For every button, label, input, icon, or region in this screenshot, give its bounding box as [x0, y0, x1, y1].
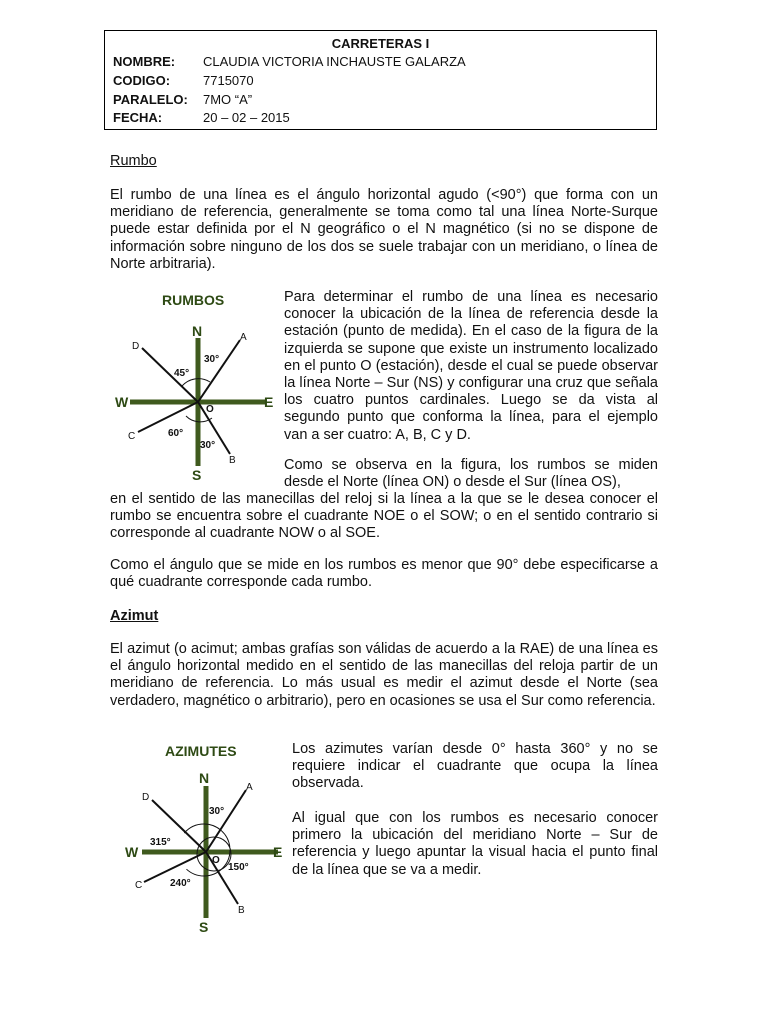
line-ob: [206, 852, 238, 904]
point-a-label: A: [246, 782, 253, 793]
course-title: CARRETERAS I: [331, 36, 430, 51]
west-label: W: [115, 394, 129, 410]
header-box: [104, 30, 657, 130]
west-label: W: [125, 844, 139, 860]
angle-a-label: 30°: [204, 354, 220, 365]
header-row-codigo: [113, 73, 254, 88]
point-a-label: A: [240, 332, 247, 343]
angle-d-label: 315°: [150, 837, 171, 848]
rumbo-paragraph-3-side: Como se observa en la figura, los rumbos se miden desde el Norte (línea ON) o desde el Sur (línea OS),: [284, 457, 658, 491]
rumbo-paragraph-3: en el sentido de las manecillas del reloj si la línea a la que se le desea conocer el rumbo se encuentra sobre el cuadrante NOE o el SOW; o en el sentido contrario si corresponde al cuadrante NOW o al SOE.: [110, 491, 658, 542]
line-oa: [206, 790, 246, 852]
east-label: E: [264, 394, 274, 410]
angle-d-label: 45°: [174, 368, 190, 379]
header-value: CLAUDIA VICTORIA INCHAUSTE GALARZA: [203, 54, 466, 69]
point-d-label: D: [132, 341, 140, 352]
rumbo-paragraph-4: Como el ángulo que se mide en los rumbos es menor que 90° debe especificarse a qué cuadrante corresponde cada rumbo.: [110, 557, 658, 591]
south-label: S: [199, 919, 209, 935]
origin-label: O: [212, 855, 220, 866]
rumbo-paragraph-2: Para determinar el rumbo de una línea es necesario conocer la ubicación de la línea de referencia desde la estación (punto de medida). En el caso de la figura de la izquierda se supone que existe un instrumento localizado en el punto O (estación), desde el cual se puede observar la línea Norte – Sur (NS) y configurar una cruz que señala los cuatro puntos cardinales. Luego se da vista al segundo punto que conforma la línea, para el ejemplo van a ser cuatro: A, B, C y D.: [284, 289, 658, 443]
east-label: E: [273, 844, 283, 860]
angle-b-label: 30°: [200, 440, 216, 451]
azimut-paragraph-3: Al igual que con los rumbos es necesario conocer primero la ubicación del meridiano Norte – Sur de referencia y luego apuntar la visual hacia el punto final de la línea que se va a medir.: [292, 810, 658, 878]
angle-a-label: 30°: [209, 806, 225, 817]
origin-label: O: [206, 404, 214, 415]
rumbos-figure: [112, 286, 277, 482]
point-c-label: C: [135, 880, 143, 891]
angle-b-label: 150°: [228, 862, 249, 873]
rumbo-paragraph-1: El rumbo de una línea es el ángulo horizontal agudo (<90°) que forma con un meridiano de referencia, generalmente se toma como tal una línea Norte-Surque puede estar definida por el N geográfico o el N magnético (si no se dispone de información sobre ninguno de los dos se suele trabajar con un meridiano, o línea de Norte arbitraria).: [110, 187, 658, 272]
header-row-fecha: [113, 110, 290, 125]
line-oa: [198, 340, 240, 402]
line-od: [142, 348, 198, 402]
north-label: N: [199, 770, 210, 786]
azimut-paragraph-1: El azimut (o acimut; ambas grafías son válidas de acuerdo a la RAE) de una línea es el ángulo horizontal medido en el sentido de las manecillas del reloja partir de un meridiano de referencia. Lo más usual es medir el azimut desde el Norte (sea verdadero, magnético o arbitrario), pero en ocasiones se usa el Sur como referencia.: [110, 641, 658, 709]
rumbos-figure-title: RUMBOS: [162, 292, 225, 308]
point-b-label: B: [229, 455, 236, 466]
rumbo-heading: Rumbo: [110, 153, 157, 169]
point-c-label: C: [128, 431, 136, 442]
header-value: 7715070: [203, 73, 254, 88]
header-row-nombre: [113, 54, 466, 69]
angle-c-label: 240°: [170, 878, 191, 889]
azimut-heading: Azimut: [110, 608, 159, 624]
south-label: S: [192, 467, 202, 482]
header-label: PARALELO:: [113, 92, 188, 107]
north-label: N: [192, 323, 203, 339]
azimutes-figure-title: AZIMUTES: [165, 743, 237, 759]
header-value: 7MO “A”: [203, 92, 253, 107]
header-label: FECHA:: [113, 110, 163, 125]
header-value: 20 – 02 – 2015: [203, 110, 290, 125]
point-b-label: B: [238, 905, 245, 916]
angle-c-label: 60°: [168, 428, 184, 439]
header-label: NOMBRE:: [113, 54, 176, 69]
header-label: CODIGO:: [113, 73, 171, 88]
point-d-label: D: [142, 792, 150, 803]
azimut-paragraph-2: Los azimutes varían desde 0° hasta 360° y no se requiere indicar el cuadrante que ocupa la línea observada.: [292, 741, 658, 792]
azimutes-figure: [122, 738, 292, 938]
header-row-paralelo: [113, 92, 252, 107]
